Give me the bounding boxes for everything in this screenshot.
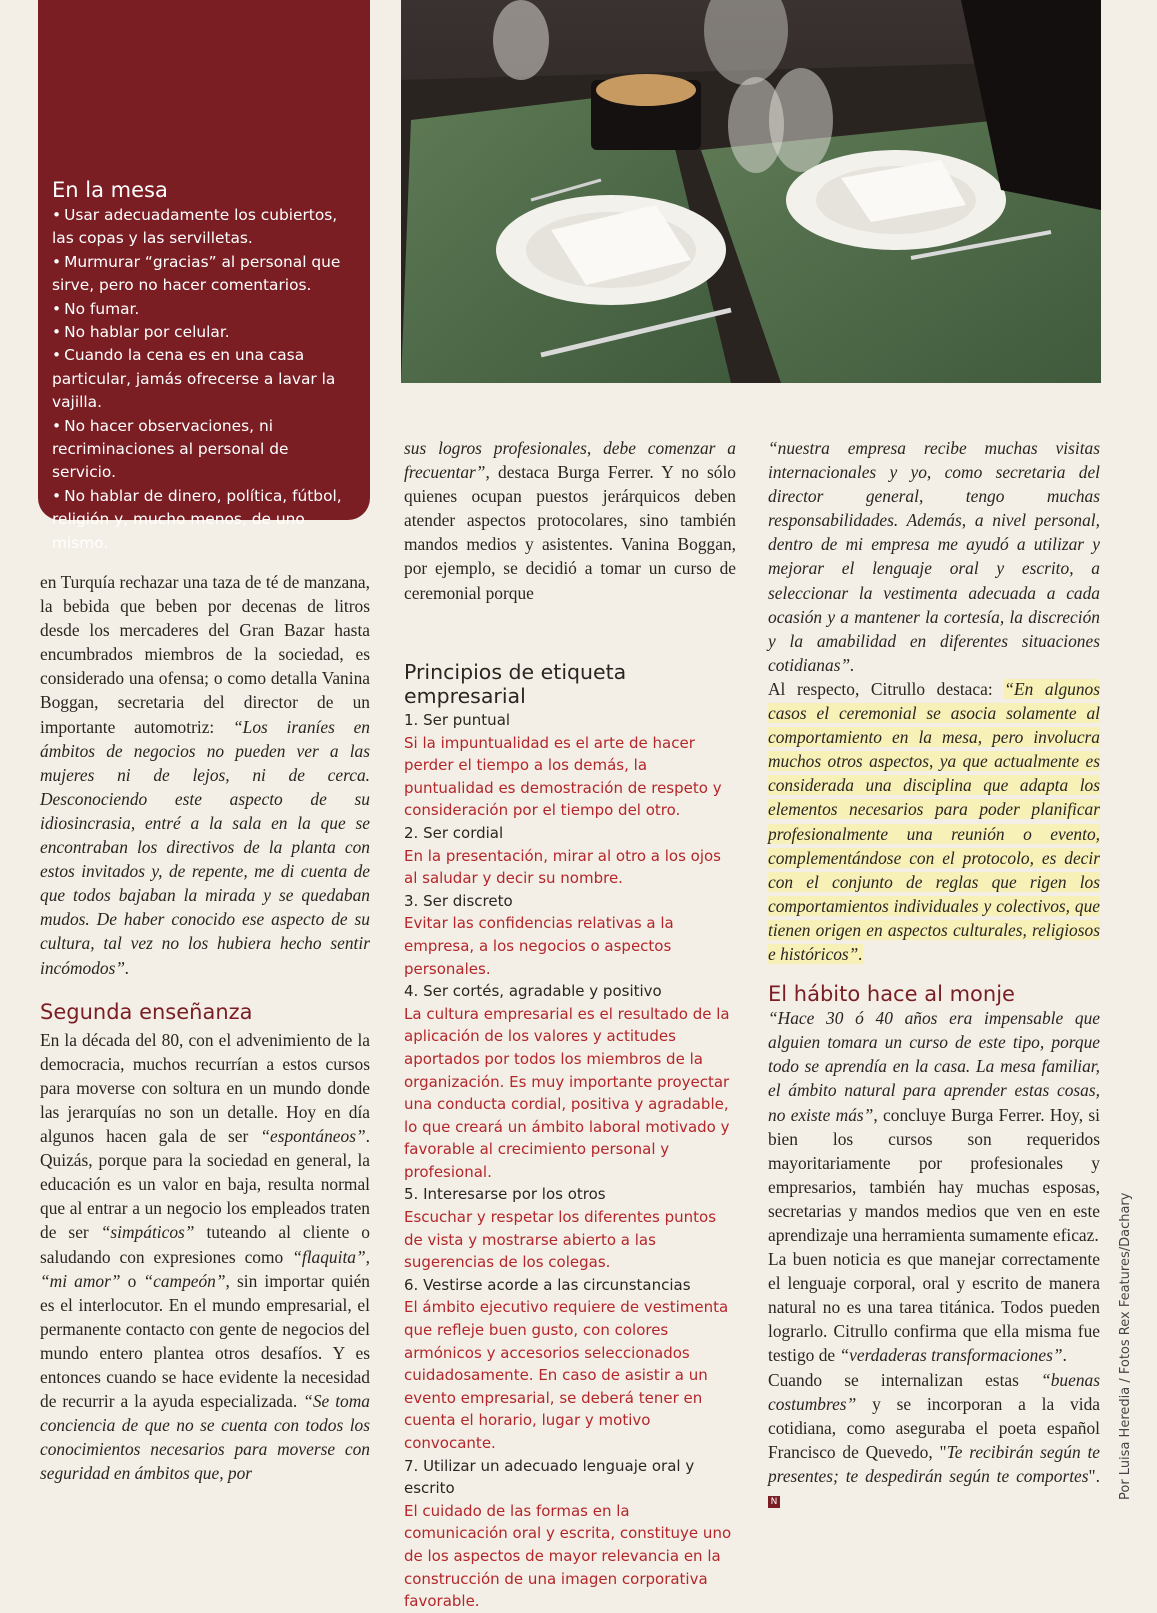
paragraph bbox=[404, 436, 736, 605]
quote-text: “espontáneos” bbox=[260, 1126, 366, 1147]
principle-heading: 1. Ser puntual bbox=[404, 711, 511, 729]
paragraph-text: Cuando se internalizan estas bbox=[768, 1369, 1042, 1390]
highlighted-quote: “En algunos casos el ceremonial se asocia solamente al comportamiento en la mesa, pero involucra muchos otros aspectos, ya que actualmente es considerada una disciplina que adapta los elementos necesarios para poder planificar profesionalmente una reunión o evento, complementándose con el protocolo, es decir con el conjunto de reglas que rigen los comportamientos individuales y colectivos, que tienen origen en aspectos culturales, religiosos e históricos”. bbox=[768, 678, 1100, 964]
tip-item: • Usar adecuadamente los cubiertos, las copas y las servilletas. bbox=[52, 204, 356, 251]
principle-body: El ámbito ejecutivo requiere de vestimenta que refleje buen gusto, con colores armónicos y accesorios seleccionados cuidadosamente. En caso de asistir a un evento empresarial, se deberá tener en cuenta el horario, lugar y motivo convocante. bbox=[404, 1298, 729, 1452]
principle-body: El cuidado de las formas en la comunicación oral y escrita, constituye uno de los aspectos de mayor relevancia en la construcción de una imagen corporativa favorable. bbox=[404, 1501, 732, 1611]
photo-credit: Por Luisa Heredia / Fotos Rex Features/Dachary bbox=[1118, 1192, 1133, 1500]
paragraph-text: ". bbox=[1088, 1465, 1100, 1486]
tips-box bbox=[38, 0, 370, 552]
paragraph-text: en Turquía rechazar una taza de té de manzana, la bebida que beben por decenas de litros desde los mercaderes del Gran Bazar hasta encumbrados miembros de la sociedad, es considerado una ofensa; o como detalla Vanina Boggan, secretaria del director de un importante automotriz: bbox=[40, 572, 370, 737]
paragraph-text: Al respecto, Citrullo destaca: bbox=[768, 678, 1005, 699]
paragraph bbox=[768, 1247, 1100, 1367]
quote-paragraph: “nuestra empresa recibe muchas visitas internacionales y yo, como secretaria del director general, tengo muchas responsabilidades. Además, a nivel personal, dentro de mi empresa me ayudó a utilizar y mejorar el lenguaje oral y escrito, a seleccionar la vestimenta adecuada a cada ocasión y a mantener la cortesía, la discreción y la amabilidad en diferentes situaciones cotidianas”. bbox=[768, 438, 1100, 675]
paragraph-text: o bbox=[120, 1270, 144, 1291]
paragraph-text: , destaca Burga Ferrer. Y no sólo quienes ocupan puestos jerárquicos deben atender aspectos protocolares, sino también mandos medios y asistentes. Vanina Boggan, por ejemplo, se decidió a tomar un curso de ceremonial porque bbox=[404, 462, 736, 603]
paragraph-text: La buen noticia es que manejar correctamente el lenguaje corporal, oral y escrito de manera natural no es una tarea titánica. Todos pueden lograrlo. Citrullo confirma que ella misma fue testigo de bbox=[768, 1249, 1100, 1366]
paragraph bbox=[40, 1028, 370, 1486]
section-heading: El hábito hace al monje bbox=[768, 982, 1015, 1007]
principle-body: En la presentación, mirar al otro a los ojos al saludar y decir su nombre. bbox=[404, 846, 721, 888]
paragraph bbox=[768, 1006, 1100, 1247]
tip-item: • Cuando la cena es en una casa particular, jamás ofrecerse a lavar la vajilla. bbox=[52, 344, 356, 414]
paragraph bbox=[768, 677, 1100, 966]
table-setting-photo bbox=[401, 0, 1101, 383]
tip-item: • No hacer observaciones, ni recriminaciones al personal de servicio. bbox=[52, 415, 356, 485]
principle-body: Evitar las confidencias relativas a la empresa, a los negocios o aspectos personales. bbox=[404, 914, 674, 978]
principles-title: Principios de etiqueta empresarial bbox=[404, 660, 627, 708]
quote-text: “mi amor” bbox=[40, 1270, 121, 1291]
paragraph-text: . Quizás, porque para la sociedad en general, la educación es un valor en baja, resulta normal que al entrar a un negocio los empleados traten de ser bbox=[40, 1126, 370, 1243]
paragraph-text: y se incorporan a la vida cotidiana, como aseguraba el poeta español Francisco de Quevedo, " bbox=[768, 1393, 1100, 1462]
end-mark-icon: N bbox=[768, 1496, 780, 1508]
principle-body: Si la impuntualidad es el arte de hacer perder el tiempo a los demás, la puntualidad es demostración de respeto y consideración por el tiempo del otro. bbox=[404, 733, 722, 820]
etiquette-principles bbox=[404, 660, 736, 1613]
paragraph-text: . bbox=[1062, 1345, 1067, 1366]
paragraph-text: , sin importar quién es el interlocutor. En el mundo empresarial, el permanente contacto con gente de negocios del mundo entero plantea otros desafíos. Y es entonces cuando se hace evidente la necesidad de recurrir a la ayuda especializada. bbox=[40, 1270, 370, 1412]
section-heading: Segunda enseñanza bbox=[40, 999, 253, 1024]
tip-item: • No hablar de dinero, política, fútbol, religión y, mucho menos, de uno mismo. bbox=[52, 485, 356, 555]
quote-text: “buenas costumbres” bbox=[768, 1369, 1100, 1414]
tip-item: • No hablar por celular. bbox=[52, 321, 356, 344]
principle-heading: 5. Interesarse por los otros bbox=[404, 1185, 606, 1204]
paragraph-text: En la década del 80, con el advenimiento de la democracia, muchos recurrían a estos cursos para moverse con soltura en un mundo donde las jerarquías no son un detalle. Hoy en día algunos hacen gala de ser bbox=[40, 1029, 370, 1147]
principle-body: La cultura empresarial es el resultado de la aplicación de los valores y actitudes aportados por todos los miembros de la organización. Es muy importante proyectar una conducta cordial, positiva y agradable, lo que creará un ámbito laboral motivado y favorable al crecimiento personal y profesional. bbox=[404, 1004, 730, 1181]
principle-heading: 2. Ser cordial bbox=[404, 823, 504, 842]
tip-item: • Murmurar “gracias” al personal que sirve, pero no hacer comentarios. bbox=[52, 251, 356, 298]
tips-box-title: En la mesa bbox=[52, 178, 168, 202]
paragraph bbox=[40, 570, 370, 980]
column-2 bbox=[404, 436, 736, 605]
quote-text: “simpáticos” bbox=[100, 1222, 195, 1243]
quote-text: sus logros profesionales, debe comenzar a frecuentar” bbox=[404, 438, 736, 483]
quote-text: “Los iraníes en ámbitos de negocios no pueden ver a las mujeres ni de lejos, ni de cerca. Desconociendo este aspecto de su idiosincrasia, entré a la sala en la que se encontraban los directivos de la planta con estos invitados y, de repente, me di cuenta de que todos bajaban la mirada y se quedaban mudos. De haber conocido ese aspecto de su cultura, tal vez no los hubiera hecho sentir incómodos”. bbox=[40, 716, 370, 978]
quote-text: “campeón” bbox=[143, 1270, 226, 1291]
paragraph bbox=[768, 1368, 1100, 1513]
column-3 bbox=[768, 436, 1100, 1512]
quote-text: “Hace 30 ó 40 años era impensable que alguien tomara un curso de este tipo, porque todo se aprendía en la casa. La mesa familiar, el ámbito natural para aprender estas cosas, no existe más” bbox=[768, 1008, 1100, 1125]
principle-body: Escuchar y respetar los diferentes puntos de vista y mostrarse abierto a las sugerencias de los colegas. bbox=[404, 1208, 717, 1272]
paragraph-text: , concluye Burga Ferrer. Hoy, si bien los cursos son requeridos mayoritariamente por profesionales y empresarios, también hay muchas esposas, secretarias y mandos medios que ven en este aprendizaje una herramienta sumamente eficaz. bbox=[768, 1104, 1100, 1245]
paragraph-text: , bbox=[365, 1246, 370, 1267]
principle-heading: 7. Utilizar un adecuado lenguaje oral y escrito bbox=[404, 1456, 695, 1498]
principle-heading: 6. Vestirse acorde a las circunstancias bbox=[404, 1275, 691, 1294]
quote-text: “verdaderas transformaciones” bbox=[839, 1345, 1063, 1366]
quote-text: Te recibirán según te presentes; te despedirán según te comportes bbox=[768, 1441, 1100, 1486]
quote-text: “flaquita” bbox=[292, 1246, 366, 1267]
paragraph-text: tuteando al cliente o saludando con expresiones como bbox=[40, 1222, 370, 1267]
quote-text: “Se toma conciencia de que no se cuenta con todos los conocimientos necesarios para moverse con seguridad en ámbitos que, por bbox=[40, 1391, 370, 1484]
tip-item: • No fumar. bbox=[52, 298, 356, 321]
principle-heading: 4. Ser cortés, agradable y positivo bbox=[404, 982, 662, 1001]
principle-heading: 3. Ser discreto bbox=[404, 891, 513, 910]
column-1 bbox=[40, 570, 370, 1485]
